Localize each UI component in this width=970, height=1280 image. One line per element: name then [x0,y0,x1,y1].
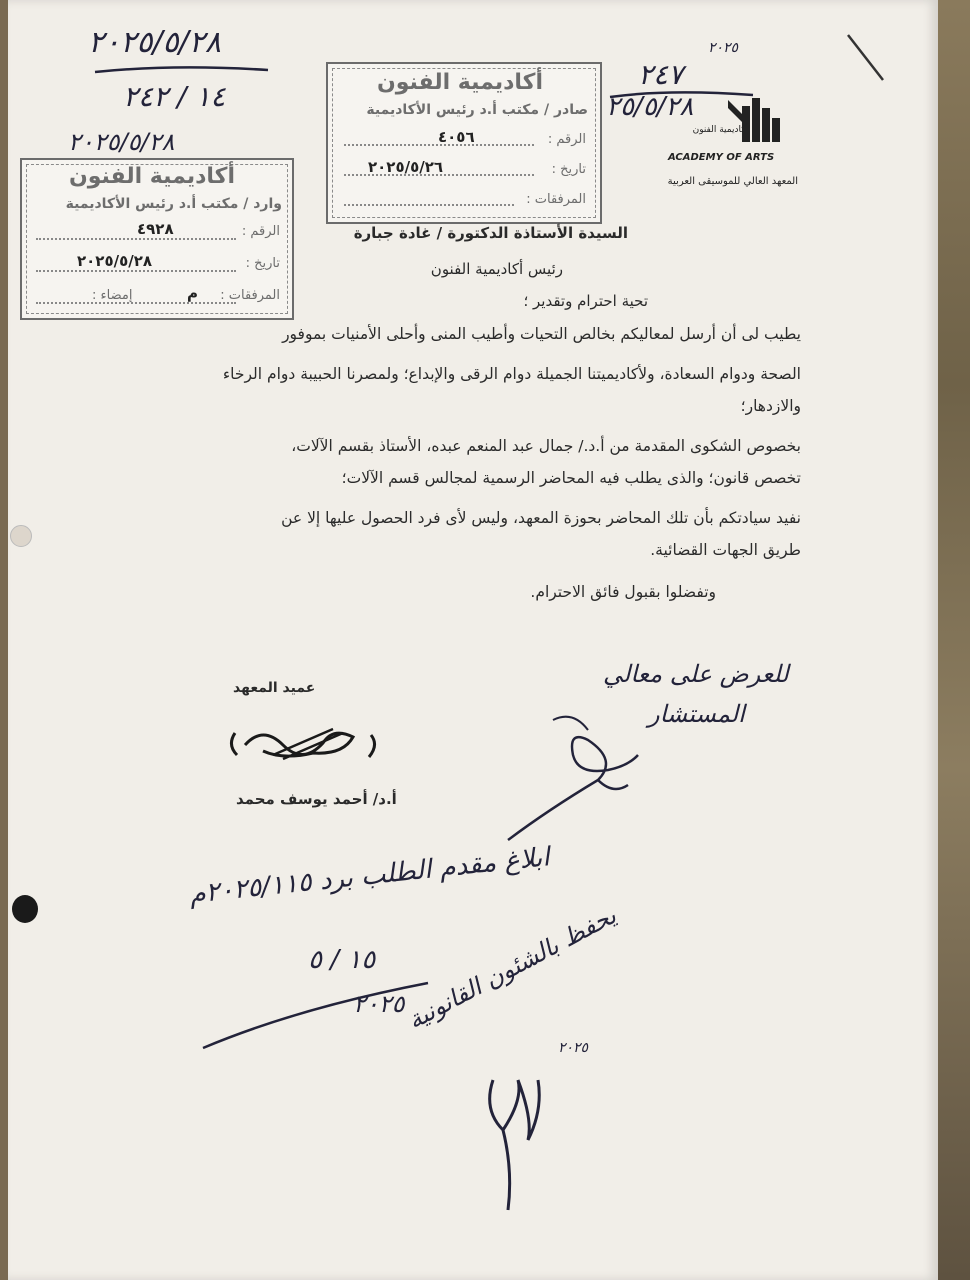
paragraph-3-line-1: نفيد سيادتكم بأن تلك المحاضر بحوزة المعهد، وليس لأى فرد الحصول عليها إلا عن [281,509,801,527]
corner-pen-mark [843,30,893,90]
handwritten-reg-number: ٢٤٧ [638,58,684,91]
paragraph-3-line-2: طريق الجهات القضائية. [650,541,801,559]
handwritten-underline-1 [93,62,273,82]
stamp-signature-label: إمضاء : [92,288,133,303]
stamp-attachments-dots [344,204,514,206]
stamp-attachments-value: م [187,284,198,302]
greeting: تحية احترام وتقدير ؛ [523,292,648,310]
stamp-title: أكاديمية الفنون [68,164,236,189]
dean-name: أ.د/ أحمد يوسف محمد [236,790,397,808]
outgoing-stamp [326,62,602,224]
dean-signature [223,715,383,775]
punch-hole-bottom [12,895,38,923]
handwritten-forward-note-1: للعرض على معالي [603,660,789,688]
stamp-attachments-dots [36,302,236,304]
paragraph-1-line-2: الصحة ودوام السعادة، ولأكاديميتنا الجميلة دوام الرقى والإبداع؛ ولمصرنا الحبيبة دوام الرخاء [222,365,801,383]
stamp-attachments-label: المرفقات : [526,192,586,207]
closing-line: وتفضلوا بقبول فائق الاحترام. [530,583,716,601]
stamp-date-dots [344,174,534,176]
stamp-number-value: ٤٩٢٨ [137,220,174,238]
paragraph-1-line-1: يطيب لى أن أرسل لمعاليكم بخالص التحيات وأطيب المنى وأحلى الأمنيات بموفور [282,325,801,343]
recipient-title: رئيس أكاديمية الفنون [430,260,563,278]
stamp-date-value: ٢٠٢٥/٥/٢٨ [77,252,153,270]
stamp-number-dots [344,144,534,146]
document-page [8,0,938,1280]
dean-title: عميد المعهد [233,680,316,696]
paragraph-2-line-1: بخصوص الشكوى المقدمة من أ.د./ جمال عبد المنعم عبده، الأستاذ بقسم الآلات، [291,437,801,455]
paragraph-2-line-2: تخصص قانون؛ والذى يطلب فيه المحاضر الرسمية لمجالس قسم الآلات؛ [341,469,801,487]
recipient-name: السيدة الأستاذة الدكتورة / غادة جبارة [353,224,628,242]
stamp-date-value: ٢٠٢٥/٥/٢٦ [368,158,444,176]
handwritten-bottom-small: ٢٠٢٥ [558,1040,589,1056]
logo-english-name: ACADEMY OF ARTS [668,152,775,163]
logo-arabic-name: أكاديمية الفنون [692,125,748,135]
handwritten-small-number: ٢٠٢٥ [708,40,739,56]
punch-hole-top [10,525,32,547]
handwritten-instruction: ابلاغ مقدم الطلب برد ٢٠٢٥/١١٥م [188,842,551,910]
stamp-number-value: ٤٠٥٦ [438,128,475,146]
stamp-title: أكاديمية الفنون [376,70,544,95]
institute-name: المعهد العالي للموسيقى العربية [667,176,798,187]
handwritten-reg-date: ٢٥/٥/٢٨ [606,92,694,122]
academy-logo-icon [708,92,788,152]
stamp-number-label: الرقم : [547,132,586,147]
handwritten-signature-bottom [473,1040,563,1220]
handwritten-date-2: ٢٠٢٥/٥/٢٨ [68,128,175,156]
handwritten-legal-note: يحفظ بالشئون القانونية [403,901,621,1035]
stamp-number-label: الرقم : [241,224,280,239]
stamp-subtitle: صادر / مكتب أ.د رئيس الأكاديمية [366,102,588,118]
stamp-date-label: تاريخ : [245,256,280,271]
stamp-subtitle: وارد / مكتب أ.د رئيس الأكاديمية [65,196,282,212]
handwritten-date-1: ٢٠٢٥/٥/٢٨ [88,25,222,60]
incoming-stamp [20,158,294,320]
handwritten-forward-note-2: المستشار [648,700,745,728]
stamp-number-dots [36,238,236,240]
stamp-date-label: تاريخ : [551,162,586,177]
handwritten-bottom-date-2: ٢٠٢٥ [353,990,405,1018]
handwritten-reference: ١٤ / ٢٤٢ [123,80,226,113]
stamp-attachments-label: المرفقات : [220,288,280,303]
handwritten-bottom-date-1: ١٥ / ٥ [308,945,376,975]
stamp-date-dots [36,270,236,272]
handwritten-signature-right [478,700,648,850]
paragraph-1-line-3: والازدهار؛ [740,397,801,415]
